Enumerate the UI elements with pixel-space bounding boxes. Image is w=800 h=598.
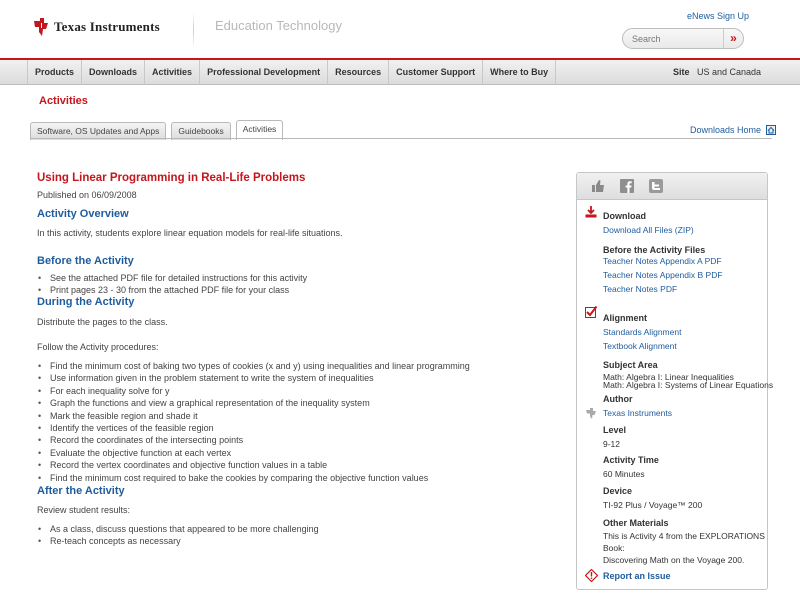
thumbs-up-icon[interactable] <box>591 179 605 193</box>
report-issue-link[interactable]: Report an Issue <box>603 571 671 581</box>
list-item: • Print pages 23 - 30 from the attached PDF file for your class <box>37 284 307 296</box>
before-heading: Before the Activity <box>37 255 134 267</box>
textbook-alignment-link[interactable]: Textbook Alignment <box>603 341 677 351</box>
search-box <box>622 28 744 49</box>
overview-text: In this activity, students explore linear equation models for real-life situations. <box>37 228 343 238</box>
procedures-text: Follow the Activity procedures: <box>37 342 159 352</box>
during-heading: During the Activity <box>37 296 135 308</box>
during-text: Distribute the pages to the class. <box>37 317 168 327</box>
checkmark-icon <box>585 306 597 318</box>
twitter-icon[interactable] <box>649 179 663 193</box>
facebook-icon[interactable] <box>620 179 634 193</box>
before-files-heading: Before the Activity Files <box>603 245 706 255</box>
time-heading: Activity Time <box>603 455 659 465</box>
home-icon <box>766 125 776 135</box>
level-value: 9-12 <box>603 439 621 449</box>
tab-software-updates[interactable]: Software, OS Updates and Apps <box>30 122 166 140</box>
published-date: Published on 06/09/2008 <box>37 190 137 200</box>
activity-title: Using Linear Programming in Real-Life Problems <box>37 172 306 184</box>
download-all-link[interactable]: Download All Files (ZIP) <box>603 225 694 235</box>
other-materials-line: Book: <box>603 543 625 553</box>
search-button[interactable]: » <box>723 29 743 48</box>
before-list <box>37 272 307 297</box>
tab-divider <box>30 138 772 139</box>
list-item: • Find the minimum cost required to bake the cookies by comparing the objective function values <box>37 472 470 484</box>
download-icon <box>585 206 597 218</box>
brand-name: Texas Instruments <box>54 19 160 34</box>
list-item: • For each inequality solve for y <box>37 385 470 397</box>
downloads-home-label: Downloads Home <box>690 125 762 135</box>
procedure-list <box>37 360 470 484</box>
search-input[interactable] <box>623 29 723 48</box>
social-bar <box>577 173 767 200</box>
standards-alignment-link[interactable]: Standards Alignment <box>603 327 682 337</box>
tab-bar <box>30 120 288 140</box>
list-item: • Record the coordinates of the intersecting points <box>37 434 470 446</box>
tab-activities[interactable]: Activities <box>236 120 284 140</box>
author-heading: Author <box>603 394 633 404</box>
nav-item-downloads[interactable]: Downloads <box>82 60 145 85</box>
after-heading: After the Activity <box>37 485 125 497</box>
tab-guidebooks[interactable]: Guidebooks <box>171 122 230 140</box>
header-divider <box>193 12 194 48</box>
list-item: • Record the vertex coordinates and objective function values in a table <box>37 459 470 471</box>
level-heading: Level <box>603 425 627 435</box>
author-link[interactable]: Texas Instruments <box>603 408 672 418</box>
nav-item-resources[interactable]: Resources <box>328 60 389 85</box>
list-item: • Evaluate the objective function at each vertex <box>37 447 470 459</box>
subject-heading: Subject Area <box>603 360 658 370</box>
activity-sidebar <box>576 172 774 590</box>
nav-item-where-to-buy[interactable]: Where to Buy <box>483 60 556 85</box>
teacher-notes-a-link[interactable]: Teacher Notes Appendix A PDF <box>603 256 722 266</box>
teacher-notes-b-link[interactable]: Teacher Notes Appendix B PDF <box>603 270 723 280</box>
subject-item: Math: Algebra I: Linear Inequalities <box>603 372 734 382</box>
ti-logo[interactable] <box>32 17 160 37</box>
site-selector[interactable]: US and Canada <box>697 67 762 77</box>
download-heading: Download <box>603 211 646 221</box>
nav-item-activities[interactable]: Activities <box>145 60 200 85</box>
downloads-home-link[interactable] <box>690 125 776 135</box>
ti-logo-icon <box>32 17 50 37</box>
enews-signup-link[interactable]: eNews Sign Up <box>687 11 750 21</box>
other-materials-heading: Other Materials <box>603 518 669 528</box>
page-title: Activities <box>39 95 88 107</box>
site-label: Site <box>673 67 690 77</box>
nav-item-professional-development[interactable]: Professional Development <box>200 60 328 85</box>
list-item: • Identify the vertices of the feasible region <box>37 422 470 434</box>
device-heading: Device <box>603 486 633 496</box>
section-name: Education Technology <box>215 18 342 33</box>
other-materials-line: This is Activity 4 from the EXPLORATIONS <box>603 531 765 541</box>
list-item: • Mark the feasible region and shade it <box>37 410 470 422</box>
other-materials-line: Discovering Math on the Voyage 200. <box>603 555 745 565</box>
site-header <box>0 0 800 58</box>
device-value: TI-92 Plus / Voyage™ 200 <box>603 500 703 510</box>
time-value: 60 Minutes <box>603 469 645 479</box>
list-item: • Graph the functions and view a graphical representation of the inequality system <box>37 397 470 409</box>
list-item: • See the attached PDF file for detailed instructions for this activity <box>37 272 307 284</box>
subject-item: Math: Algebra I: Systems of Linear Equations <box>603 380 774 390</box>
nav-item-products[interactable]: Products <box>27 60 82 85</box>
author-icon <box>585 407 597 419</box>
list-item: • Find the minimum cost of baking two types of cookies (x and y) using inequalities and linear programming <box>37 360 470 372</box>
main-nav <box>0 58 800 85</box>
nav-item-customer-support[interactable]: Customer Support <box>389 60 483 85</box>
report-issue-icon <box>585 569 598 582</box>
overview-heading: Activity Overview <box>37 208 129 220</box>
alignment-heading: Alignment <box>603 313 647 323</box>
list-item: • As a class, discuss questions that appeared to be more challenging <box>37 523 319 535</box>
list-item: • Use information given in the problem statement to write the system of inequalities <box>37 372 470 384</box>
after-list <box>37 523 319 548</box>
teacher-notes-link[interactable]: Teacher Notes PDF <box>603 284 678 294</box>
after-text: Review student results: <box>37 505 131 515</box>
list-item: • Re-teach concepts as necessary <box>37 535 319 547</box>
